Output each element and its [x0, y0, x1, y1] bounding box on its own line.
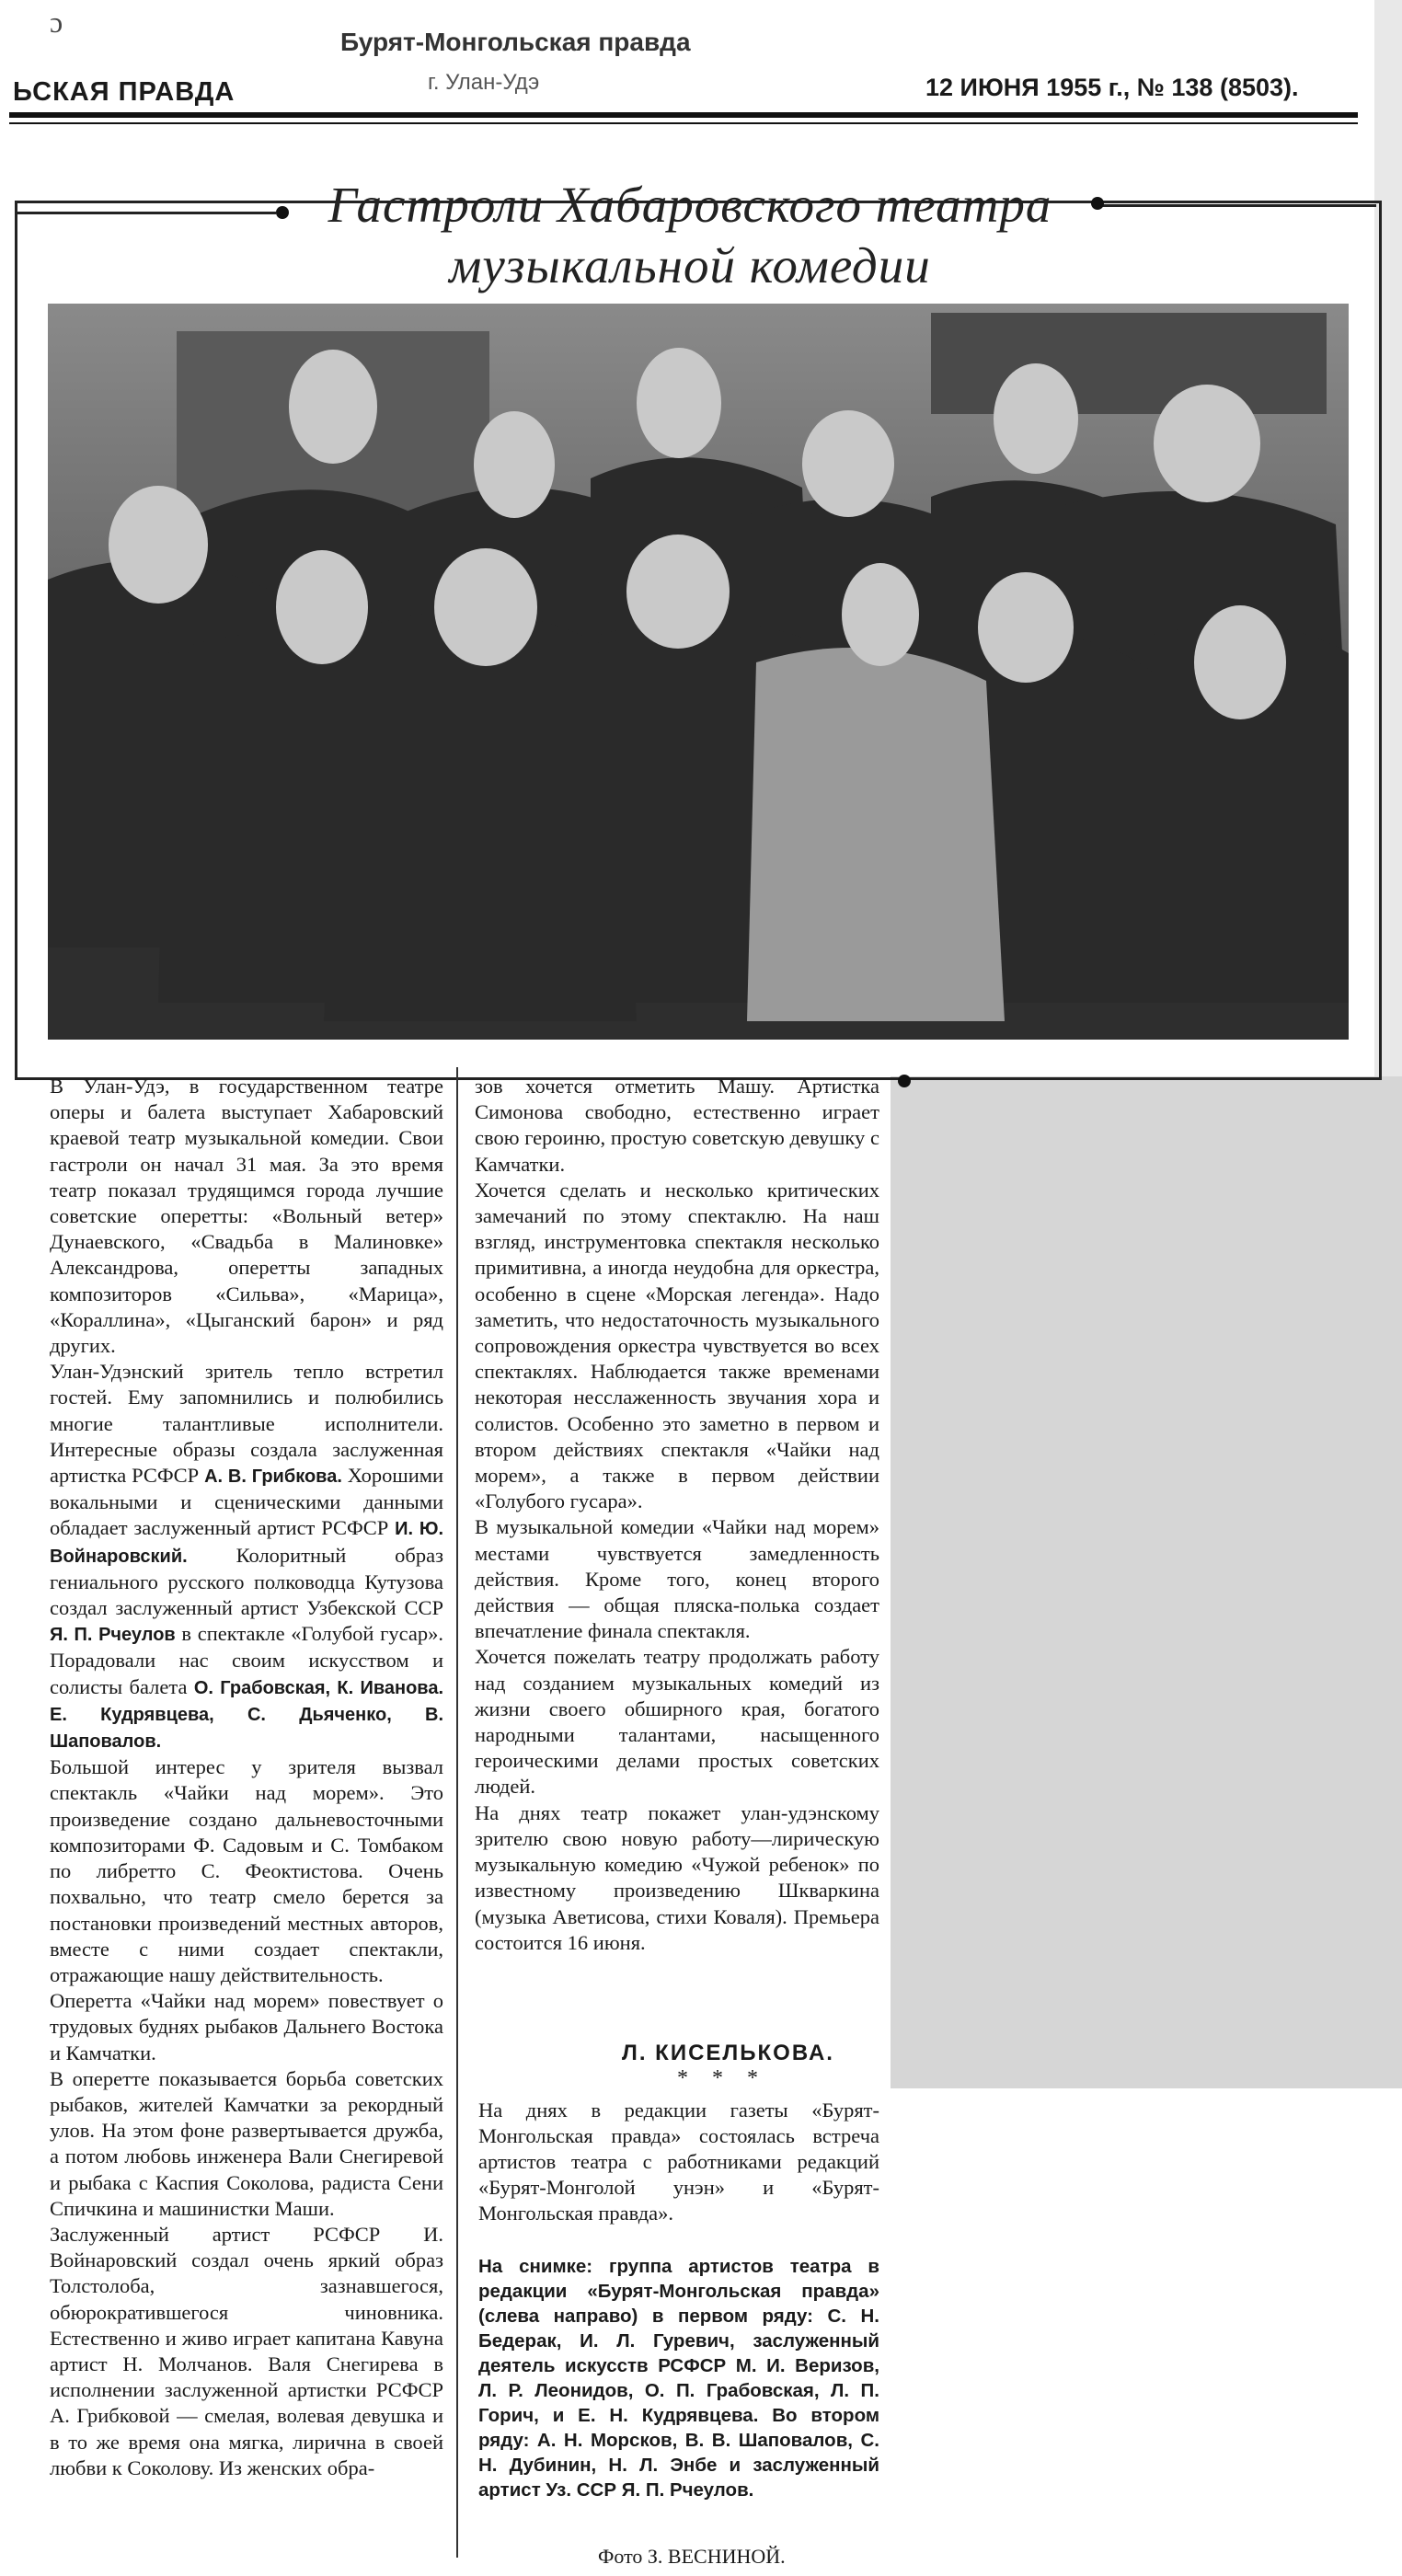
- article-column-2: [475, 1074, 879, 1956]
- masthead-rule-thin: [9, 122, 1358, 124]
- paragraph: зов хочется отметить Машу. Артистка Симонова свободно, естественно играет свою героиню, простую советскую девушку с Камчатки.: [475, 1075, 879, 1176]
- actor-name: А. В. Грибкова.: [204, 1466, 342, 1488]
- paragraph: Хорошими вокальными и сценическими данными обладает заслуженный артист РСФСР: [50, 1464, 444, 1540]
- masthead-left-title: ЬСКАЯ ПРАВДА: [13, 77, 236, 107]
- headline-line-2: музыкальной комедии: [449, 237, 931, 293]
- pin-mark-icon: ɔ: [50, 6, 63, 39]
- paragraph: в спектакле «Голубой гусар». Порадовали нас своим искусством и солисты балета: [50, 1622, 443, 1698]
- paragraph: Хочется сделать и несколько критических замечаний по этому спектаклю. На наш взгляд, инструментовка спектакля несколько примитивна, а иногда неудобна для оркестра, особенно в сцене «Морская легенда». Надо заметить, что недостаточность музыкального сопровождения оркестра чувствуется во всех спектаклях. Наблюдается также временами некоторая несслаженность звучания хора и солистов. Особенно это заметно в первом и втором действиях спектакля «Чайки над морем», а также в первом действии «Голубого гусара».: [475, 1178, 879, 1513]
- paragraph: В Улан-Удэ, в государственном театре оперы и балета выступает Хабаровский краевой театр музыкальной комедии. Свои гастроли он начал 31 мая. За это время театр показал трудящимся города лучшие советские оперетты: «Вольный ветер» Дунаевского, «Свадьба в Малиновке» Александрова, оперетты западных композиторов «Сильва», «Марица», «Кораллина», «Цыганский барон» и ряд других.: [50, 1075, 443, 1358]
- scan-background: [891, 1076, 1402, 2088]
- article-headline: [276, 175, 1104, 296]
- headline-rule-left: [15, 212, 276, 214]
- paragraph: Хочется пожелать театру продолжать работу над созданием музыкальных комедий из жизни своего обширного края, богатого народными талантами, насыщенного героическими делами простых советских людей.: [475, 1645, 879, 1799]
- headline-rule-right: [1102, 204, 1376, 207]
- column-rule: [456, 1067, 458, 2558]
- actor-name: Я. П. Рчеулов: [50, 1625, 176, 1646]
- paragraph: Заслуженный артист РСФСР И. Войнаровский создал очень яркий образ Толстолоба, зазнавшегося, обюрократившегося чиновника. Естественно и живо играет капитана Кавуна артист Н. Молчанов. Валя Снегирева в исполнении заслуженной артистки РСФСР А. Грибковой — смелая, волевая девушка и в то же время она мягка, лирична в своей любви к Соколову. Из женских обра-: [50, 2222, 443, 2479]
- paragraph: В музыкальной комедии «Чайки над морем» местами чувствуется замедленность действия. Кроме того, конец второго действия — общая пляска-полька создает впечатление финала спектакля.: [475, 1515, 879, 1643]
- headline-line-1: Гастроли Хабаровского театра: [328, 177, 1052, 233]
- paragraph: В оперетте показывается борьба советских рыбаков, жителей Камчатки за рекордный улов. На этом фоне развертывается дружба, а потом любовь инженера Вали Снегиревой и рыбака с Каспия Соколова, радиста Сени Спичкина и машинистки Маши.: [50, 2066, 443, 2220]
- frame-bullet: [898, 1075, 911, 1087]
- masthead-date-issue: 12 ИЮНЯ 1955 г., № 138 (8503).: [925, 74, 1299, 101]
- paragraph: Улан-Удэнский зритель тепло встретил гостей. Ему запомнились и полюбились многие талантливые исполнители. Интересные образы создала заслуженная артистка РСФСР: [50, 1360, 443, 1488]
- author-signature: Л. КИСЕЛЬКОВА.: [622, 2041, 834, 2065]
- ballet-soloists: О. Грабовская, К. Иванова. Е. Кудрявцева, С. Дьяченко, В. Шаповалов.: [50, 1677, 444, 1753]
- editorial-note: На днях в редакции газеты «Бурят-Монгольская правда» состоялась встреча артистов театра с работниками редакций «Бурят-Монголой унэн» и «Бурят-Монгольская правда».: [478, 2099, 879, 2225]
- masthead-stamp-title: Бурят-Монгольская правда: [340, 28, 691, 56]
- masthead-stamp-city: г. Улан-Удэ: [428, 70, 540, 95]
- paragraph: Большой интерес у зрителя вызвал спектакль «Чайки над морем». Это произведение создано дальневосточными композиторами Ф. Садовым и С. Томбаком по либретто С. Феоктистова. Очень похвально, что театр смело берется за постановки произведений местных авторов, вместе с ними создает спектакли, отражающие нашу действительность.: [50, 1755, 443, 1986]
- section-separator: * * *: [677, 2066, 767, 2090]
- masthead-rule: [9, 112, 1358, 118]
- paragraph: На днях театр покажет улан-удэнскому зрителю свою новую работу—лирическую музыкальную комедию «Чужой ребенок» по известному произведению Шкваркина (музыка Аветисова, стихи Коваля). Премьера состоится 16 июня.: [475, 1800, 879, 1954]
- group-photo-image: [48, 304, 1349, 1040]
- newspaper-masthead: [0, 0, 1389, 138]
- group-photo: [48, 304, 1349, 1040]
- paragraph: Оперетта «Чайки над морем» повествует о трудовых буднях рыбаков Дальнего Востока и Камчатки.: [50, 1989, 443, 2064]
- actor-name: И. Ю. Войнаровский.: [50, 1519, 444, 1567]
- article-column-1: [50, 1074, 443, 2481]
- photo-caption: На снимке: группа артистов театра в редакции «Бурят-Монгольская правда» (слева направо) в первом ряду: С. Н. Бедерак, И. Л. Гуревич, заслуженный деятель искусств РСФСР М. И. Веризов, Л. Р. Леонидов, О. П. Грабовская, Л. П. Горич, и Е. Н. Кудрявцева. Во втором ряду: А. Н. Морсков, В. В. Шаповалов, С. Н. Дубинин, Н. Л. Энбе и заслуженный артист Уз. ССР Я. П. Рчеулов.: [478, 2256, 879, 2501]
- paragraph: Колоритный образ гениального русского полководца Кутузова создал заслуженный артист Узбекской ССР: [50, 1543, 444, 1620]
- photo-credit: Фото З. ВЕСНИНОЙ.: [598, 2545, 786, 2568]
